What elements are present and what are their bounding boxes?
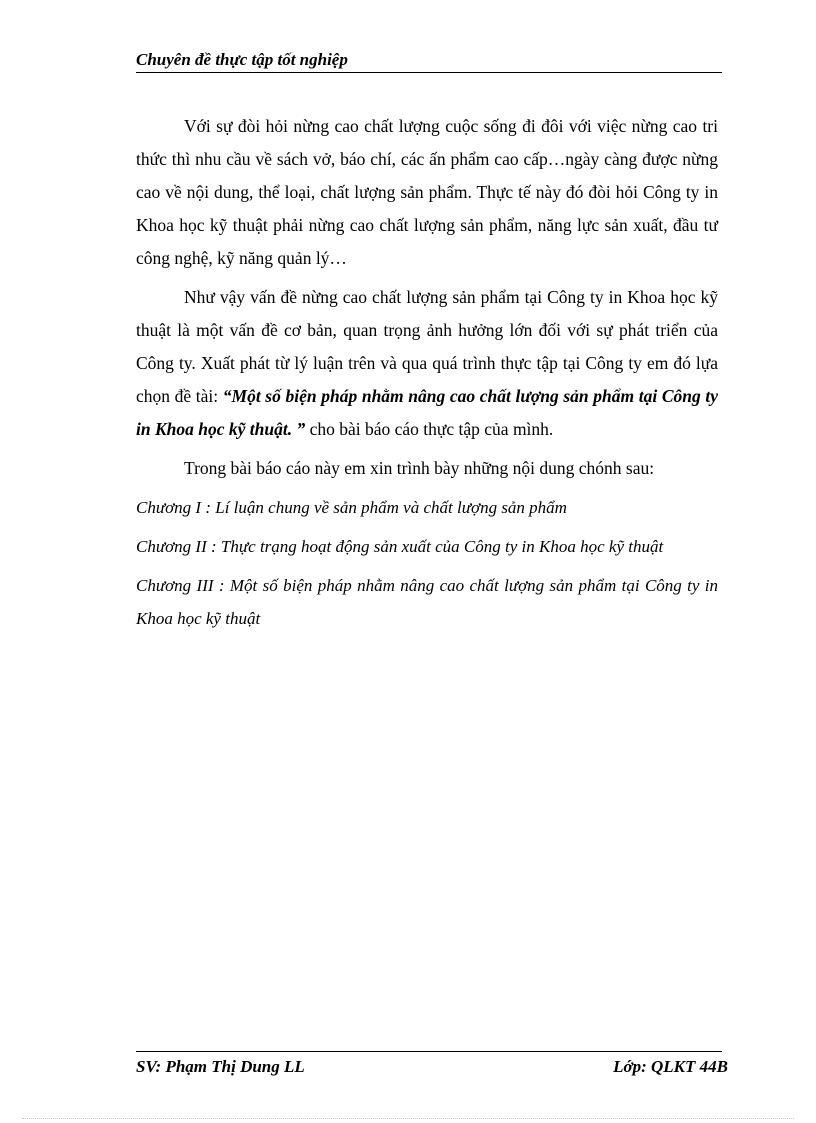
thesis-topic: “Một số biện pháp nhằm nâng cao chất lượng sản phẩm tại Công ty in Khoa học kỹ thuật. ” (136, 386, 718, 439)
document-body (136, 110, 718, 641)
chapter-2: Chương II : Thực trạng hoạt động sản xuất của Công ty in Khoa học kỹ thuật (136, 537, 664, 556)
header-title: Chuyên đề thực tập tốt nghiệp (136, 50, 348, 69)
topic-paragraph-lead: Như vậy vấn đề nừng cao chất lượng sản phẩm tại Công ty in Khoa học kỹ thuật là một vấn đề cơ bản, quan trọng ảnh hưởng lớn đối với sự phát triển của Công ty. Xuất phát từ lý luận trên và qua quá trình thực tập tại Công ty em đó lựa chọn đề tài: (136, 287, 718, 406)
class-label: Lớp: QLKT 44B (613, 1057, 728, 1076)
topic-paragraph-tail: cho bài báo cáo thực tập của mình. (305, 419, 554, 439)
student-name: SV: Phạm Thị Dung LL (136, 1057, 305, 1076)
chapter-1: Chương I : Lí luận chung về sản phẩm và chất lượng sản phẩm (136, 498, 567, 517)
page-bottom-edge (22, 1118, 794, 1119)
topic-paragraph (136, 281, 718, 446)
page-header (136, 50, 722, 73)
page-footer (136, 1051, 728, 1080)
intro-paragraph: Với sự đòi hỏi nừng cao chất lượng cuộc sống đi đôi với việc nừng cao tri thức thì nhu cầu về sách vở, báo chí, các ấn phẩm cao cấp…ngày càng được nừng cao về nội dung, thể loại, chất lượng sản phẩm. Thực tế này đó đòi hỏi Công ty in Khoa học kỹ thuật phải nừng cao chất lượng sản phẩm, năng lực sản xuất, đầu tư công nghệ, kỹ năng quản lý… (136, 116, 718, 268)
contents-intro-paragraph: Trong bài báo cáo này em xin trình bày những nội dung chónh sau: (184, 458, 655, 478)
chapter-3: Chương III : Một số biện pháp nhằm nâng cao chất lượng sản phẩm tại Công ty in Khoa học kỹ thuật (136, 576, 718, 628)
